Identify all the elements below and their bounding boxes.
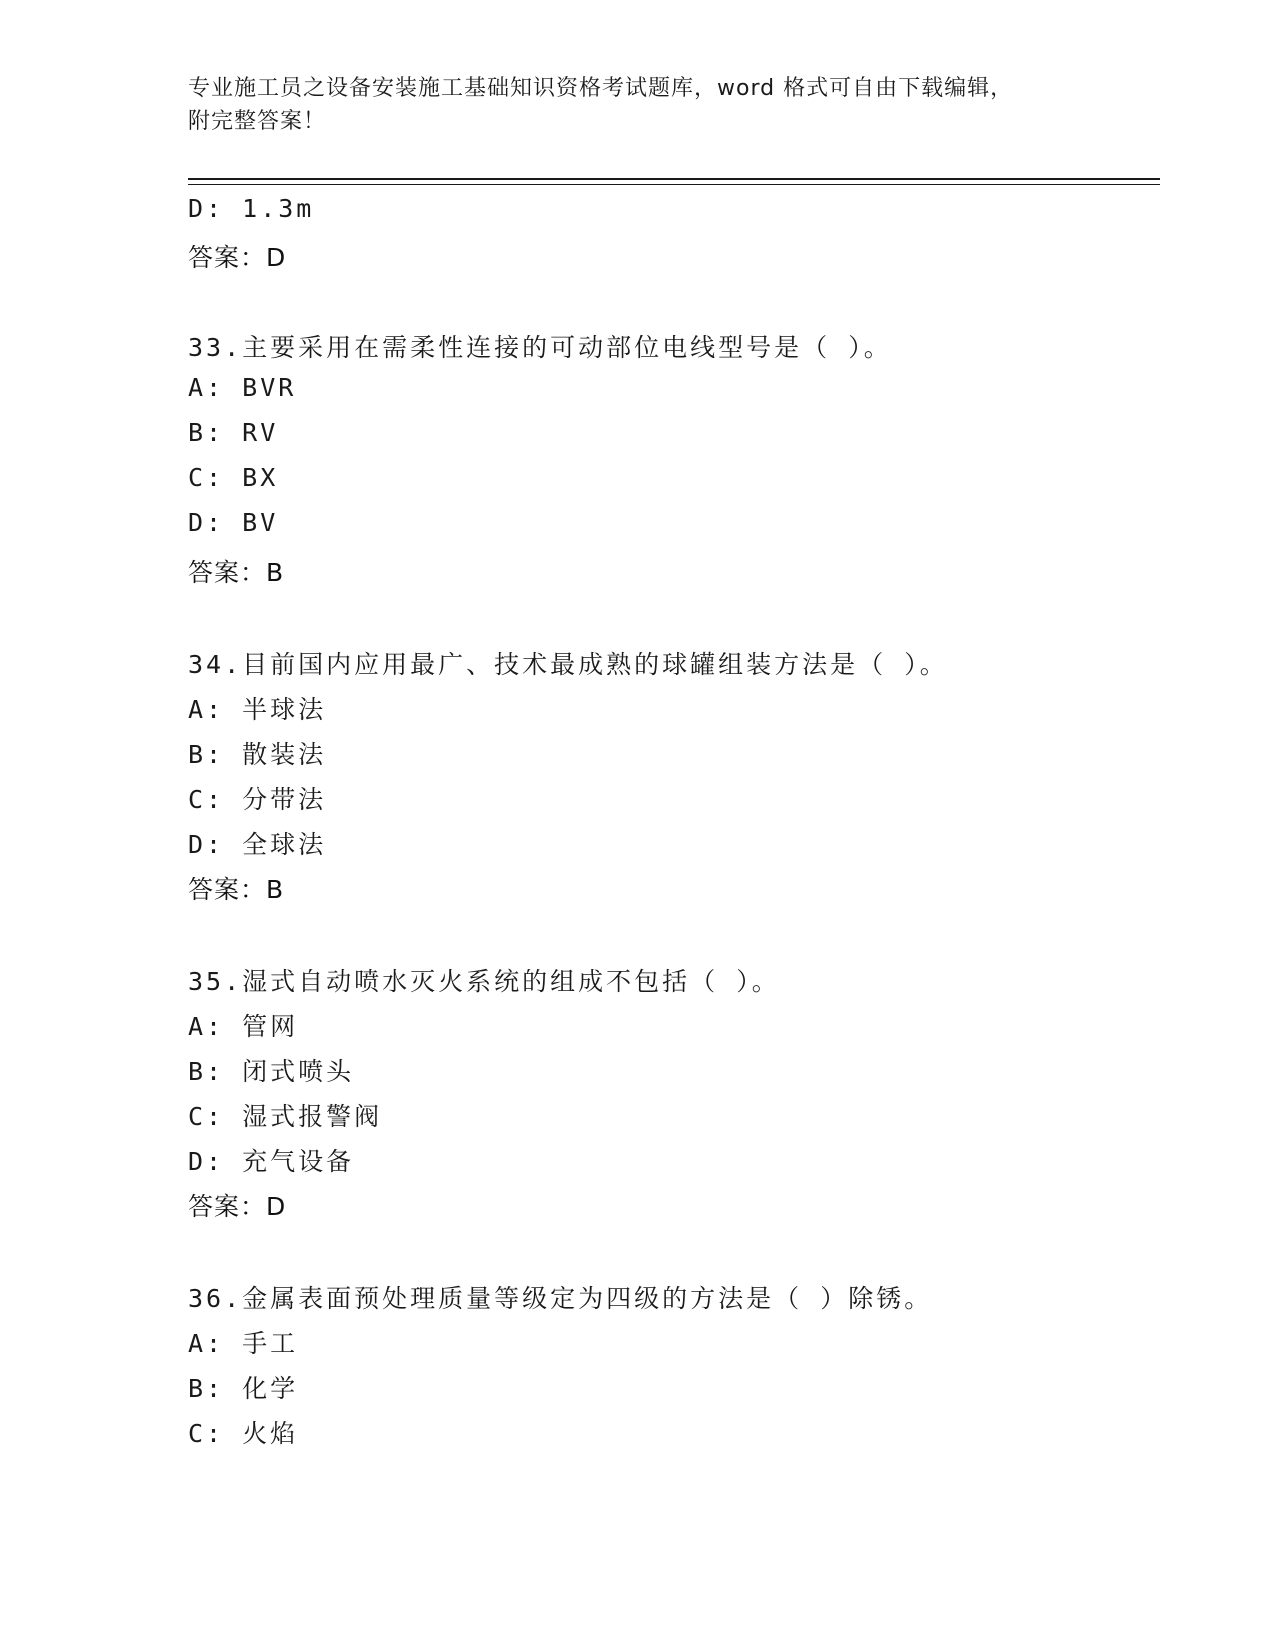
document-header (188, 72, 1088, 138)
question-35-option-a: A: 管网 (188, 1012, 299, 1041)
question-33-option-a: A: BVR (188, 373, 297, 402)
question-35-answer: 答案：D (188, 1192, 287, 1221)
question-34-stem: 34.目前国内应用最广、技术最成熟的球罐组装方法是（ ）。 (188, 650, 948, 679)
header-line-2: 附完整答案！ (188, 109, 327, 134)
question-35-option-d: D: 充气设备 (188, 1147, 355, 1176)
question-34-option-b: B: 散装法 (188, 740, 327, 769)
header-divider-thick (188, 178, 1160, 180)
question-33-answer: 答案：B (188, 558, 285, 587)
question-36-option-c: C: 火焰 (188, 1419, 299, 1448)
question-35-option-c: C: 湿式报警阀 (188, 1102, 383, 1131)
header-line-1: 专业施工员之设备安装施工基础知识资格考试题库，word 格式可自由下载编辑， (188, 76, 1014, 101)
question-36-option-a: A: 手工 (188, 1329, 299, 1358)
prev-answer: 答案：D (188, 243, 287, 272)
question-34-option-c: C: 分带法 (188, 785, 327, 814)
question-33-option-d: D: BV (188, 508, 279, 537)
question-35-option-b: B: 闭式喷头 (188, 1057, 355, 1086)
question-34-answer: 答案：B (188, 875, 285, 904)
question-33-stem: 33.主要采用在需柔性连接的可动部位电线型号是（ ）。 (188, 333, 892, 362)
question-34-option-a: A: 半球法 (188, 695, 327, 724)
question-34-option-d: D: 全球法 (188, 830, 327, 859)
prev-option-d: D: 1.3m (188, 194, 315, 223)
question-36-option-b: B: 化学 (188, 1374, 299, 1403)
question-33-option-c: C: BX (188, 463, 279, 492)
question-35-stem: 35.湿式自动喷水灭火系统的组成不包括（ ）。 (188, 967, 780, 996)
question-33-option-b: B: RV (188, 418, 279, 447)
question-36-stem: 36.金属表面预处理质量等级定为四级的方法是（ ）除锈。 (188, 1284, 933, 1313)
header-divider-thin (188, 184, 1160, 185)
